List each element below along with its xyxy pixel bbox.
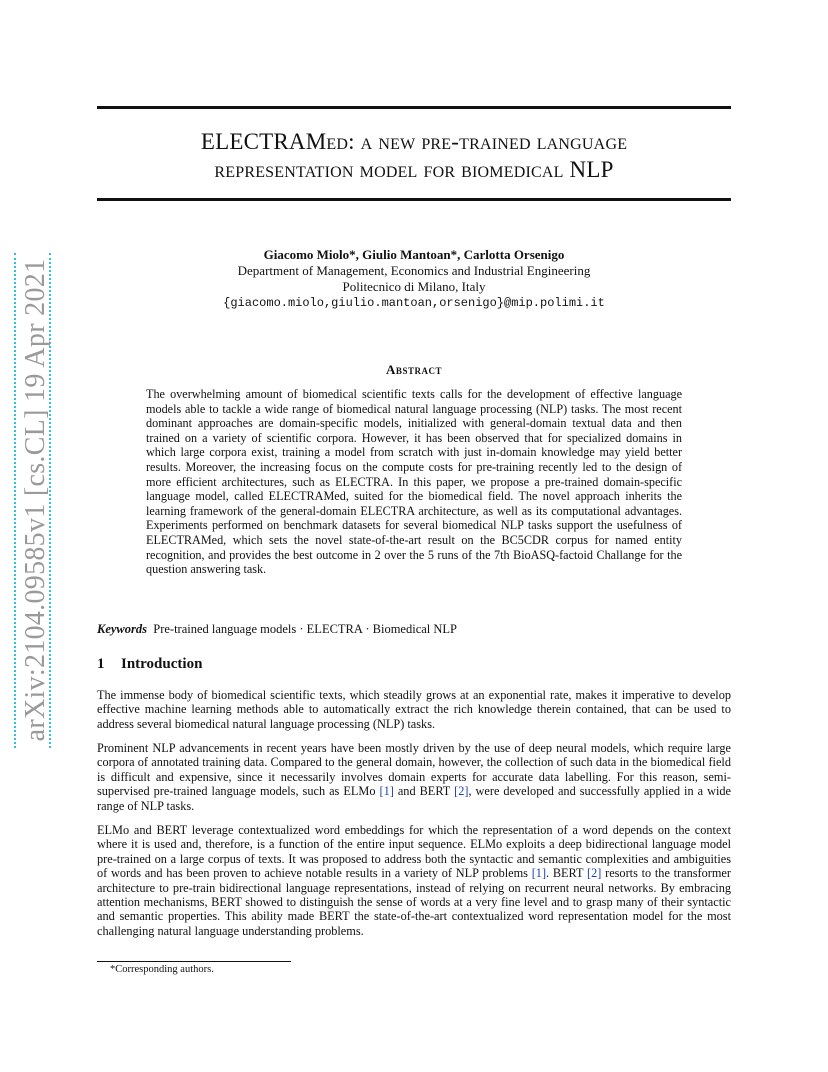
abstract-heading: Abstract: [386, 362, 442, 377]
paragraph-2: [97, 741, 731, 813]
author-names: Giacomo Miolo*, Giulio Mantoan*, Carlotta Orsenigo: [263, 247, 565, 262]
footnote: *Corresponding authors.: [110, 964, 214, 975]
citation-link[interactable]: [1]: [531, 866, 547, 881]
section-number: 1: [97, 656, 105, 672]
paragraph-2-text-a: Prominent NLP advancements in recent years have been mostly driven by the use of deep neural models, which require large corpora of annotated training data. Compared to the general domain, however, the collection of such data in the biomedical field is difficult and expensive, since it necessarily involves domain experts for accurate data labelling. For this reason, semi-supervised pre-trained language models, such as ELMo: [97, 741, 731, 799]
keywords-text: Pre-trained language models · ELECTRA · Biomedical NLP: [153, 622, 457, 636]
paragraph-2-text-c: , were developed and successfully applied in a wide range of NLP tasks.: [97, 784, 732, 813]
paragraph-3-text-a: ELMo and BERT leverage contextualized word embeddings for which the representation of a word depends on the context where it is used and, therefore, is a function of the entire input sequence. ELMo exploits a deep bidirectional language model pre-trained on a large corpus of texts. It was proposed to address both the syntactic and semantic complexities and ambiguities of words and has been proven to achieve notable results in a variety of NLP problems: [97, 823, 731, 881]
abstract-text: The overwhelming amount of biomedical scientific texts calls for the development of effective language models able to tackle a wide range of biomedical natural language processing (NLP) tasks. The most recent dominant approaches are domain-specific models, initialized with general-domain textual data and then trained on a variety of scientific corpora. However, it has been observed that for specialized domains in which large corpora exist, training a model from scratch with just in-domain knowledge may yield better results. Moreover, the increasing focus on the compute costs for pre-training recently led to the design of more efficient architectures, such as ELECTRA. In this paper, we propose a pre-trained domain-specific language model, called ELECTRAMed, suited for the biomedical field. The novel approach inherits the learning framework of the general-domain ELECTRA architecture, as well as its computational advantages. Experiments performed on benchmark datasets for several biomedical NLP tasks support the usefulness of ELECTRAMed, which sets the novel state-of-the-art result on the BC5CDR corpus for named entity recognition, and provides the best outcome in 2 over the 5 runs of the 7th BioASQ-factoid Challange for the question answering task.: [146, 387, 682, 577]
author-affiliation: Politecnico di Milano, Italy: [342, 279, 486, 294]
author-block: [97, 247, 731, 311]
paper-title: [97, 128, 731, 184]
arxiv-stamp: [20, 259, 52, 741]
section-heading: [97, 656, 202, 673]
author-department: Department of Management, Economics and Industrial Engineering: [237, 263, 591, 278]
citation-link[interactable]: [2]: [454, 784, 469, 799]
title-line2-b: NLP: [569, 157, 614, 182]
title-rule-bottom: [97, 198, 731, 201]
citation-link[interactable]: [2]: [587, 866, 602, 881]
paragraph-1: The immense body of biomedical scientific texts, which steadily grows at an exponential rate, makes it imperative to develop effective machine learning methods able to automatically extract the rich knowledge therein contained, that can be used to address several biomedical natural language processing (NLP) tasks.: [97, 688, 731, 731]
title-rule-top: [97, 106, 731, 109]
section-title: Introduction: [121, 656, 203, 672]
title-line1-b: ed: a new pre-trained language: [326, 129, 628, 154]
arxiv-stamp-text: arXiv:2104.09585v1 [cs.CL] 19 Apr 2021: [20, 258, 51, 742]
title-line2-a: representation model for biomedical: [214, 157, 570, 182]
footnote-rule: [97, 961, 291, 962]
paragraph-3-text-c: resorts to the transformer architecture to pre-train bidirectional language representations, instead of relying on recurrent neural networks. By embracing attention mechanisms, BERT showed to distinguish the sense of words at a very fine level and to grasp many of their syntactic and semantic properties. This ability made BERT the state-of-the-art contextualized word representation model for the most challenging natural language understanding problems.: [97, 866, 731, 938]
keywords-line: [97, 622, 457, 637]
keywords-label: Keywords: [97, 622, 147, 636]
paragraph-2-text-b: and BERT: [393, 784, 455, 799]
author-emails: {giacomo.miolo,giulio.mantoan,orsenigo}@mip.polimi.it: [223, 296, 605, 310]
citation-link[interactable]: [1]: [379, 784, 394, 799]
paragraph-3-text-b: . BERT: [546, 866, 588, 881]
paragraph-3: [97, 823, 731, 938]
title-line1-a: ELECTRAM: [200, 129, 327, 154]
